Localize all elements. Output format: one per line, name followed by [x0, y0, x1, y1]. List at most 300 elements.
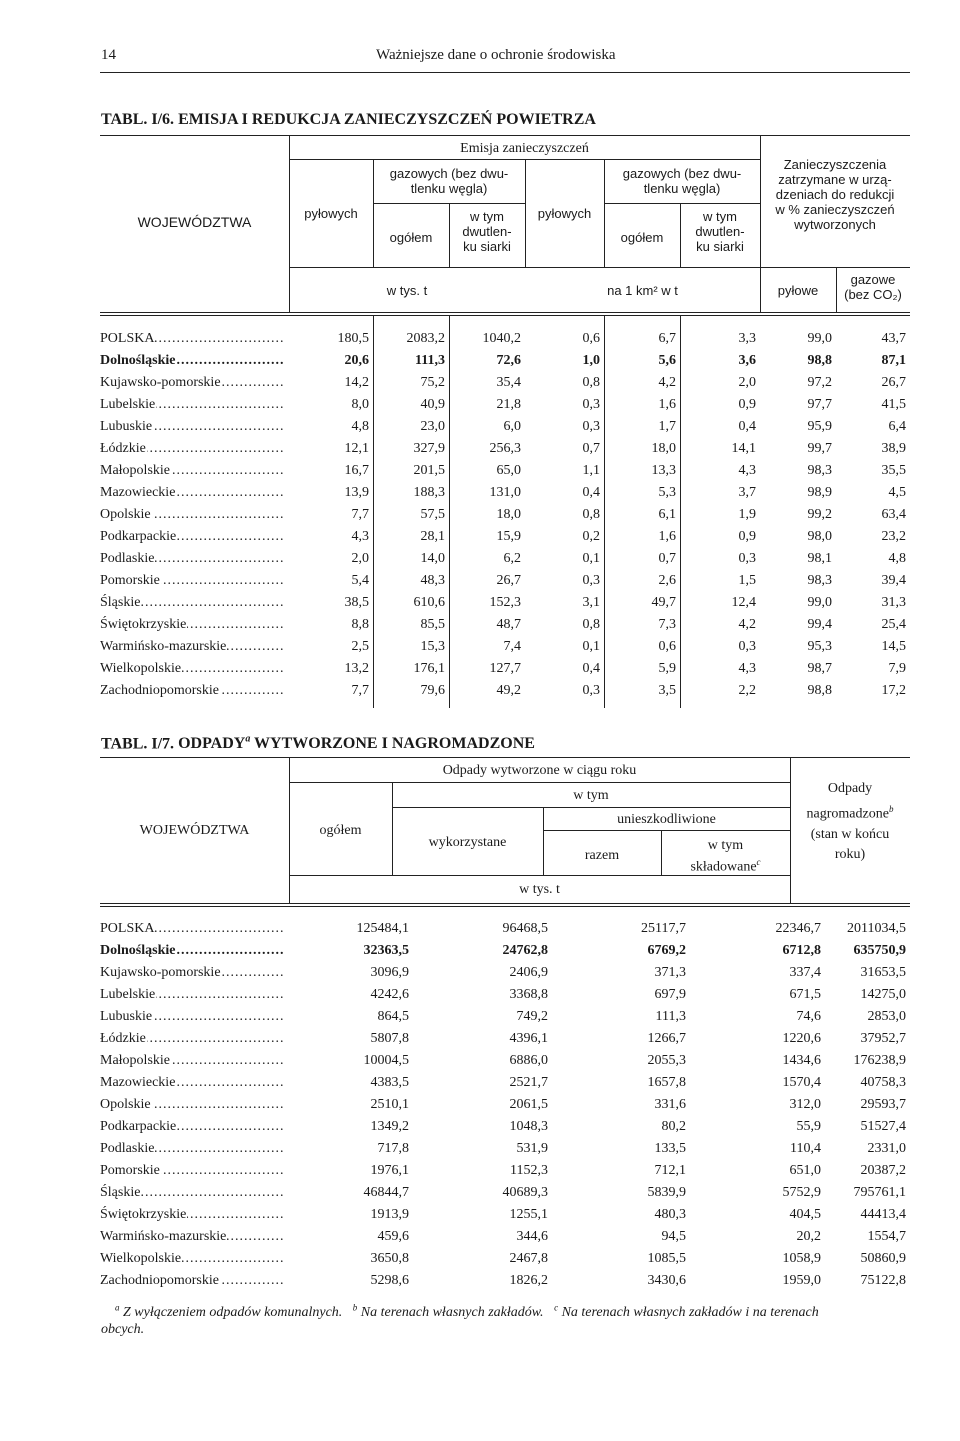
value-cell: 3430,6	[647, 1273, 686, 1288]
value-cell: 49,7	[651, 595, 676, 610]
table-row	[100, 1248, 910, 1270]
footnote-a: $^a$ Z wyłączeniem odpadów komunalnych.	[115, 1302, 343, 1320]
value-cell: 99,0	[807, 331, 832, 346]
region-name: Lubuskie .....	[100, 416, 289, 438]
value-cell: 1826,2	[509, 1273, 548, 1288]
value-cell: 201,5	[413, 463, 445, 478]
table-row	[100, 1138, 910, 1160]
value-cell: 5,4	[351, 573, 369, 588]
value-cell: 1048,3	[509, 1119, 548, 1134]
value-cell: 635750,9	[853, 943, 906, 958]
value-cell: 4383,5	[370, 1075, 409, 1090]
retained-line1: Zanieczyszczenia	[783, 157, 887, 172]
table-row	[100, 1028, 910, 1050]
value-cell: 176238,9	[853, 1053, 906, 1068]
value-cell: 0,4	[738, 419, 756, 434]
value-cell: 3650,8	[370, 1251, 409, 1266]
value-cell: 6,0	[503, 419, 521, 434]
value-cell: 2510,1	[370, 1097, 409, 1112]
value-cell: 4396,1	[509, 1031, 548, 1046]
value-cell: 864,5	[377, 1009, 409, 1024]
generated-heading: Odpady wytworzone w ciągu roku	[442, 763, 637, 778]
region-name: Podlaskie .....	[100, 1138, 289, 1160]
region-name: Małopolskie .....	[100, 1050, 289, 1072]
region-name: Warmińsko-mazurskie .....	[100, 1226, 289, 1248]
value-cell: 98,8	[807, 683, 832, 698]
value-cell: 39,4	[881, 573, 906, 588]
value-cell: 98,3	[807, 463, 832, 478]
value-cell: 651,0	[789, 1163, 821, 1178]
value-cell: 5,9	[658, 661, 676, 676]
table1-header-rule	[100, 312, 910, 316]
col-particulate-header: pyłowych	[304, 206, 358, 221]
value-cell: 12,4	[731, 595, 756, 610]
value-cell: 2083,2	[406, 331, 445, 346]
table-row	[100, 570, 910, 592]
value-cell: 99,0	[807, 595, 832, 610]
value-cell: 3,5	[658, 683, 676, 698]
value-cell: 8,0	[351, 397, 369, 412]
table1-label: TABL. I/6.	[101, 111, 175, 128]
region-name: Wielkopolskie .....	[100, 658, 289, 680]
value-cell: 337,4	[789, 965, 821, 980]
region-name: Kujawsko-pomorskie .....	[100, 962, 289, 984]
table1-body	[100, 328, 910, 702]
value-cell: 2467,8	[509, 1251, 548, 1266]
value-cell: 40758,3	[860, 1075, 906, 1090]
value-cell: 256,3	[489, 441, 521, 456]
region-name: POLSKA .....	[100, 328, 289, 350]
t2-unit: w tys. t	[519, 882, 560, 897]
value-cell: 20,2	[796, 1229, 821, 1244]
value-cell: 0,6	[582, 331, 600, 346]
col-total-header: ogółem	[389, 230, 433, 245]
header-rule	[100, 72, 910, 73]
table1-title	[101, 111, 596, 129]
value-cell: 21,8	[496, 397, 521, 412]
value-cell: 48,3	[420, 573, 445, 588]
value-cell: 15,9	[496, 529, 521, 544]
col-particulate-pct-header: pyłowe	[777, 283, 819, 298]
value-cell: 3,6	[738, 353, 756, 368]
value-cell: 404,5	[789, 1207, 821, 1222]
table-row	[100, 328, 910, 350]
value-cell: 152,3	[489, 595, 521, 610]
region-name: POLSKA .....	[100, 918, 289, 940]
value-cell: 1570,4	[782, 1075, 821, 1090]
table-row	[100, 394, 910, 416]
region-name: Lubuskie .....	[100, 1006, 289, 1028]
value-cell: 0,8	[582, 507, 600, 522]
value-cell: 0,9	[738, 397, 756, 412]
value-cell: 1434,6	[782, 1053, 821, 1068]
value-cell: 697,9	[654, 987, 686, 1002]
table-row	[100, 1204, 910, 1226]
value-cell: 312,0	[789, 1097, 821, 1112]
value-cell: 671,5	[789, 987, 821, 1002]
value-cell: 127,7	[489, 661, 521, 676]
unit-per-km2: na 1 km² w t	[607, 283, 678, 298]
value-cell: 1058,9	[782, 1251, 821, 1266]
value-cell: 98,9	[807, 485, 832, 500]
value-cell: 1,7	[658, 419, 676, 434]
region-name: Lubelskie .....	[100, 394, 289, 416]
value-cell: 4,3	[738, 661, 756, 676]
value-cell: 14,2	[344, 375, 369, 390]
col-so2-header	[449, 209, 525, 254]
value-cell: 2,0	[351, 551, 369, 566]
gaseous-line2: tlenku węgla)	[410, 181, 488, 196]
value-cell: 0,8	[582, 375, 600, 390]
region-name: Warmińsko-mazurskie .....	[100, 636, 289, 658]
region-name: Lubelskie .....	[100, 984, 289, 1006]
gaseous-km-line1: gazowych (bez dwu-	[622, 166, 742, 181]
table-row	[100, 984, 910, 1006]
value-cell: 3,1	[582, 595, 600, 610]
value-cell: 40,9	[420, 397, 445, 412]
value-cell: 6,1	[658, 507, 676, 522]
value-cell: 20,6	[344, 353, 369, 368]
value-cell: 795761,1	[853, 1185, 906, 1200]
value-cell: 57,5	[420, 507, 445, 522]
accum-line2: nagromadzone$^b$	[806, 804, 894, 822]
value-cell: 2011034,5	[847, 921, 906, 936]
value-cell: 95,3	[807, 639, 832, 654]
value-cell: 3,3	[738, 331, 756, 346]
value-cell: 0,3	[582, 683, 600, 698]
value-cell: 44413,4	[860, 1207, 906, 1222]
value-cell: 15,3	[420, 639, 445, 654]
region-name: Zachodniopomorskie .....	[100, 1270, 289, 1292]
value-cell: 1,6	[658, 529, 676, 544]
value-cell: 99,4	[807, 617, 832, 632]
value-cell: 6886,0	[509, 1053, 548, 1068]
t2-col-total-header: ogółem	[319, 823, 362, 838]
t2-col-used-header: wykorzystane	[428, 835, 507, 850]
value-cell: 0,1	[582, 639, 600, 654]
value-cell: 0,6	[658, 639, 676, 654]
value-cell: 371,3	[654, 965, 686, 980]
value-cell: 98,7	[807, 661, 832, 676]
table-row	[100, 482, 910, 504]
value-cell: 0,2	[582, 529, 600, 544]
value-cell: 98,0	[807, 529, 832, 544]
t2-col-stored-header	[661, 838, 790, 876]
retained-line4: w % zanieczyszczeń	[775, 202, 895, 217]
value-cell: 13,2	[344, 661, 369, 676]
value-cell: 75122,8	[860, 1273, 906, 1288]
col-gaseous-pct-header	[836, 272, 910, 302]
value-cell: 2853,0	[867, 1009, 906, 1024]
value-cell: 98,8	[807, 353, 832, 368]
table-row	[100, 1006, 910, 1028]
value-cell: 18,0	[496, 507, 521, 522]
region-name: Małopolskie .....	[100, 460, 289, 482]
incl-line3: ku siarki	[463, 239, 511, 254]
value-cell: 4,8	[888, 551, 906, 566]
value-cell: 96468,5	[502, 921, 548, 936]
table2-body	[100, 918, 910, 1292]
value-cell: 13,3	[651, 463, 676, 478]
table1-heading: EMISJA I REDUKCJA ZANIECZYSZCZEŃ POWIETRZA	[178, 111, 596, 128]
value-cell: 41,5	[881, 397, 906, 412]
value-cell: 0,3	[582, 397, 600, 412]
gaseous-pct-line1: gazowe	[850, 272, 896, 287]
value-cell: 0,3	[582, 419, 600, 434]
retained-line2: zatrzymane w urzą-	[778, 172, 892, 187]
gaseous-pct-line2: (bez CO₂)	[844, 287, 902, 302]
value-cell: 0,7	[582, 441, 600, 456]
region-name: Śląskie .....	[100, 1182, 289, 1204]
region-name: Podkarpackie .....	[100, 1116, 289, 1138]
value-cell: 24762,8	[502, 943, 548, 958]
table2-title	[101, 734, 535, 753]
value-cell: 0,4	[582, 661, 600, 676]
value-cell: 14,5	[881, 639, 906, 654]
value-cell: 14,0	[420, 551, 445, 566]
region-name: Wielkopolskie .....	[100, 1248, 289, 1270]
value-cell: 1976,1	[370, 1163, 409, 1178]
value-cell: 1913,9	[370, 1207, 409, 1222]
value-cell: 1,1	[582, 463, 600, 478]
value-cell: 2,6	[658, 573, 676, 588]
value-cell: 6,2	[503, 551, 521, 566]
table-row	[100, 460, 910, 482]
value-cell: 48,7	[496, 617, 521, 632]
value-cell: 16,7	[344, 463, 369, 478]
value-cell: 63,4	[881, 507, 906, 522]
value-cell: 1152,3	[510, 1163, 548, 1178]
value-cell: 75,2	[420, 375, 445, 390]
value-cell: 98,3	[807, 573, 832, 588]
value-cell: 176,1	[413, 661, 445, 676]
value-cell: 23,2	[881, 529, 906, 544]
value-cell: 0,3	[738, 639, 756, 654]
table2-label: TABL. I/7.	[101, 735, 175, 753]
incl-km-line1: w tym	[703, 209, 737, 224]
value-cell: 1255,1	[509, 1207, 548, 1222]
value-cell: 610,6	[413, 595, 445, 610]
value-cell: 111,3	[415, 353, 445, 368]
value-cell: 6,4	[888, 419, 906, 434]
value-cell: 97,2	[807, 375, 832, 390]
gaseous-km-line2: tlenku węgla)	[643, 181, 721, 196]
value-cell: 31653,5	[860, 965, 906, 980]
value-cell: 49,2	[496, 683, 521, 698]
value-cell: 65,0	[496, 463, 521, 478]
table-row	[100, 1160, 910, 1182]
page-number: 14	[101, 47, 116, 63]
t2-col-razem-header: razem	[584, 848, 620, 863]
value-cell: 74,6	[796, 1009, 821, 1024]
table-row	[100, 658, 910, 680]
value-cell: 4,3	[738, 463, 756, 478]
value-cell: 6769,2	[647, 943, 686, 958]
value-cell: 1040,2	[482, 331, 521, 346]
table-row	[100, 940, 910, 962]
value-cell: 531,9	[516, 1141, 548, 1156]
value-cell: 25117,7	[641, 921, 686, 936]
value-cell: 2,0	[738, 375, 756, 390]
value-cell: 0,7	[658, 551, 676, 566]
value-cell: 712,1	[654, 1163, 686, 1178]
region-name: Łódzkie .....	[100, 1028, 289, 1050]
value-cell: 5298,6	[370, 1273, 409, 1288]
value-cell: 28,1	[420, 529, 445, 544]
region-name: Podkarpackie .....	[100, 526, 289, 548]
value-cell: 38,5	[344, 595, 369, 610]
value-cell: 31,3	[881, 595, 906, 610]
region-name: Podlaskie .....	[100, 548, 289, 570]
value-cell: 749,2	[516, 1009, 548, 1024]
value-cell: 0,1	[582, 551, 600, 566]
value-cell: 12,1	[344, 441, 369, 456]
retained-line5: wytworzonych	[794, 217, 876, 232]
value-cell: 180,5	[337, 331, 369, 346]
value-cell: 17,2	[881, 683, 906, 698]
value-cell: 7,7	[351, 683, 369, 698]
region-name: Mazowieckie .....	[100, 482, 289, 504]
incl-line1: w tym	[470, 209, 504, 224]
value-cell: 5752,9	[782, 1185, 821, 1200]
value-cell: 8,8	[351, 617, 369, 632]
value-cell: 5,3	[658, 485, 676, 500]
value-cell: 80,2	[661, 1119, 686, 1134]
value-cell: 7,4	[503, 639, 521, 654]
t2-neutralized-heading: unieszkodliwione	[617, 812, 716, 827]
value-cell: 331,6	[654, 1097, 686, 1112]
value-cell: 13,9	[344, 485, 369, 500]
value-cell: 46844,7	[363, 1185, 409, 1200]
value-cell: 14,1	[731, 441, 756, 456]
value-cell: 1220,6	[782, 1031, 821, 1046]
value-cell: 1,5	[738, 573, 756, 588]
value-cell: 480,3	[654, 1207, 686, 1222]
region-name: Mazowieckie .....	[100, 1072, 289, 1094]
value-cell: 2,5	[351, 639, 369, 654]
value-cell: 97,7	[807, 397, 832, 412]
value-cell: 38,9	[881, 441, 906, 456]
table-row	[100, 1226, 910, 1248]
value-cell: 2521,7	[509, 1075, 548, 1090]
region-name: Zachodniopomorskie .....	[100, 680, 289, 702]
value-cell: 4,2	[658, 375, 676, 390]
value-cell: 0,3	[582, 573, 600, 588]
value-cell: 85,5	[420, 617, 445, 632]
value-cell: 0,9	[738, 529, 756, 544]
value-cell: 18,0	[651, 441, 676, 456]
stored-line2: składowane$^c$	[690, 857, 761, 875]
region-name: Świętokrzyskie .....	[100, 1204, 289, 1226]
value-cell: 50860,9	[860, 1251, 906, 1266]
footnote-c: $^c$ Na terenach własnych zakładów i na terenach	[554, 1302, 819, 1320]
value-cell: 0,8	[582, 617, 600, 632]
incl-line2: dwutlen-	[462, 224, 512, 239]
value-cell: 99,7	[807, 441, 832, 456]
table2-heading: ODPADY$^a$ WYTWORZONE I NAGROMADZONE	[178, 734, 535, 753]
value-cell: 5839,9	[647, 1185, 686, 1200]
region-name: Łódzkie .....	[100, 438, 289, 460]
value-cell: 51527,4	[860, 1119, 906, 1134]
table-row	[100, 438, 910, 460]
col-gaseous-header	[373, 166, 525, 196]
table2-header-rule	[100, 903, 910, 907]
value-cell: 717,8	[377, 1141, 409, 1156]
value-cell: 4,8	[351, 419, 369, 434]
col-retained-header	[760, 157, 910, 232]
col-gaseous-km-header	[604, 166, 760, 196]
value-cell: 26,7	[496, 573, 521, 588]
region-name: Świętokrzyskie .....	[100, 614, 289, 636]
value-cell: 131,0	[489, 485, 521, 500]
table-row	[100, 1072, 910, 1094]
value-cell: 3368,8	[509, 987, 548, 1002]
value-cell: 25,4	[881, 617, 906, 632]
region-name: Pomorskie .....	[100, 570, 289, 592]
value-cell: 1,6	[658, 397, 676, 412]
value-cell: 55,9	[796, 1119, 821, 1134]
value-cell: 26,7	[881, 375, 906, 390]
incl-km-line2: dwutlen-	[695, 224, 745, 239]
value-cell: 23,0	[420, 419, 445, 434]
value-cell: 22346,7	[775, 921, 821, 936]
value-cell: 98,1	[807, 551, 832, 566]
value-cell: 0,4	[582, 485, 600, 500]
value-cell: 37952,7	[860, 1031, 906, 1046]
value-cell: 7,9	[888, 661, 906, 676]
table-row	[100, 372, 910, 394]
value-cell: 1085,5	[647, 1251, 686, 1266]
value-cell: 2331,0	[867, 1141, 906, 1156]
region-name: Dolnośląskie .....	[100, 940, 289, 962]
footnote-c-continued: obcych.	[101, 1322, 145, 1337]
table-row	[100, 1050, 910, 1072]
gaseous-line1: gazowych (bez dwu-	[389, 166, 509, 181]
table-row	[100, 592, 910, 614]
value-cell: 4242,6	[370, 987, 409, 1002]
table-row	[100, 1182, 910, 1204]
value-cell: 40689,3	[502, 1185, 548, 1200]
table-row	[100, 350, 910, 372]
value-cell: 72,6	[496, 353, 521, 368]
value-cell: 1,0	[582, 353, 600, 368]
value-cell: 3,7	[738, 485, 756, 500]
value-cell: 4,5	[888, 485, 906, 500]
value-cell: 2,2	[738, 683, 756, 698]
value-cell: 1554,7	[867, 1229, 906, 1244]
t2-col-region-header: WOJEWÓDZTWA	[139, 823, 250, 838]
region-name: Śląskie .....	[100, 592, 289, 614]
table-row	[100, 636, 910, 658]
value-cell: 2406,9	[509, 965, 548, 980]
table-row	[100, 504, 910, 526]
value-cell: 1,9	[738, 507, 756, 522]
value-cell: 20387,2	[860, 1163, 906, 1178]
running-title: Ważniejsze dane o ochronie środowiska	[376, 47, 616, 63]
col-so2-km-header	[680, 209, 760, 254]
value-cell: 7,7	[351, 507, 369, 522]
value-cell: 6712,8	[782, 943, 821, 958]
value-cell: 5807,8	[370, 1031, 409, 1046]
emission-heading: Emisja zanieczyszczeń	[460, 141, 589, 156]
value-cell: 79,6	[420, 683, 445, 698]
value-cell: 3096,9	[370, 965, 409, 980]
value-cell: 35,4	[496, 375, 521, 390]
footnotes	[115, 1302, 819, 1321]
value-cell: 344,6	[516, 1229, 548, 1244]
table-row	[100, 526, 910, 548]
value-cell: 43,7	[881, 331, 906, 346]
